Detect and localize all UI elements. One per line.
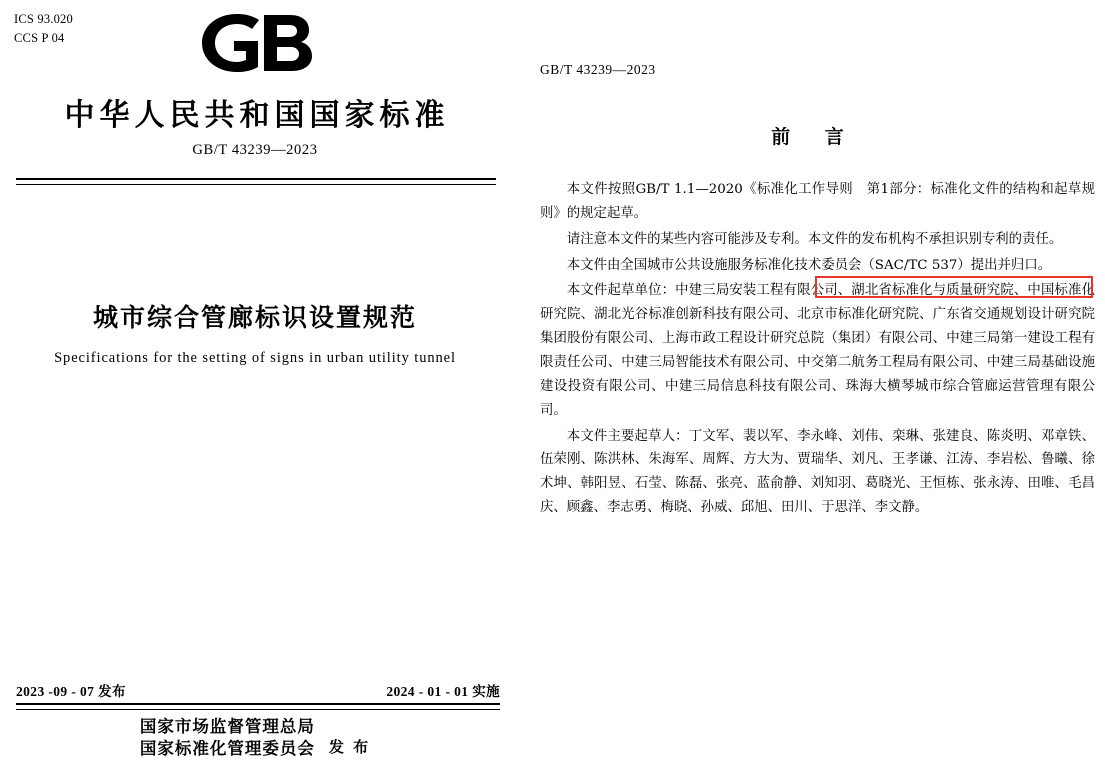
cover-bottom-rule-thick bbox=[16, 703, 500, 705]
foreword-paragraph: 请注意本文件的某些内容可能涉及专利。本文件的发布机构不承担识别专利的责任。 bbox=[566, 231, 1063, 247]
foreword-header-standard-number: GB/T 43239—2023 bbox=[540, 62, 656, 77]
issuer-block bbox=[0, 716, 510, 761]
cover-title-english: Specifications for the setting of signs in urban utility tunnel bbox=[54, 350, 456, 366]
foreword-paragraph: 本文件按照GB/T 1.1—2020《标准化工作导则 第1部分：标准化文件的结构和起草规则》的规定起草。 bbox=[540, 182, 1095, 221]
foreword-paragraph: 本文件由全国城市公共设施服务标准化技术委员会（SAC/TC 537）提出并归口。 bbox=[566, 257, 1052, 273]
cover-bottom-rule-thin bbox=[16, 709, 500, 710]
effective-date: 2024 - 01 - 01 实施 bbox=[386, 684, 500, 699]
issuer-names bbox=[140, 716, 315, 761]
foreword-paragraph-drafters: 本文件主要起草人：丁文军、裴以军、李永峰、刘伟、栾琳、张建良、陈炎明、邓章铁、伍荣刚、陈洪林、朱海军、周辉、方大为、贾瑞华、刘凡、王孝谦、江涛、李岩松、鲁曦、徐术坤、韩阳昱、石莹、陈磊、张亮、蓝俞静、刘知羽、葛晓光、王恒栋、张永涛、田唯、毛昌庆、顾鑫、李志勇、梅晓、孙威、邱旭、田川、于思洋、李文静。 bbox=[540, 428, 1095, 516]
issuer-line-1: 国家市场监督管理总局 bbox=[139, 717, 315, 736]
foreword-body bbox=[540, 178, 1095, 522]
issuer-line-2: 国家标准化管理委员会 bbox=[139, 739, 315, 759]
national-standard-title: 中华人民共和国国家标准 bbox=[64, 98, 450, 133]
cover-top-rule-thick bbox=[16, 178, 496, 180]
cover-title-chinese: 城市综合管廊标识设置规范 bbox=[92, 303, 417, 332]
gb-logo-icon bbox=[190, 8, 320, 78]
standard-cover bbox=[0, 0, 510, 768]
ics-code: ICS 93.020 bbox=[14, 12, 73, 26]
issue-date: 2023 -09 - 07 发布 bbox=[16, 684, 126, 699]
foreword-page bbox=[510, 0, 1105, 768]
ccs-code: CCS P 04 bbox=[14, 30, 65, 45]
cover-standard-number: GB/T 43239—2023 bbox=[192, 142, 318, 158]
foreword-paragraph-drafting-units: 本文件起草单位：中建三局安装工程有限公司、湖北省标准化与质量研究院、中国标准化研究院、湖北光谷标准创新科技有限公司、北京市标准化研究院、广东省交通规划设计研究院集团股份有限公司、上海市政工程设计研究总院（集团）有限公司、中建三局第一建设工程有限责任公司、中建三局智能技术有限公司、中交第二航务工程局有限公司、中建三局基础设施建设投资有限公司、中建三局信息科技有限公司、珠海大横琴城市综合管廊运营管理有限公司。 bbox=[540, 283, 1095, 418]
gb-logo bbox=[0, 8, 510, 83]
foreword-title: 前 言 bbox=[771, 126, 858, 148]
cover-top-rule-thin bbox=[16, 184, 496, 185]
issue-word: 发 布 bbox=[328, 737, 371, 756]
